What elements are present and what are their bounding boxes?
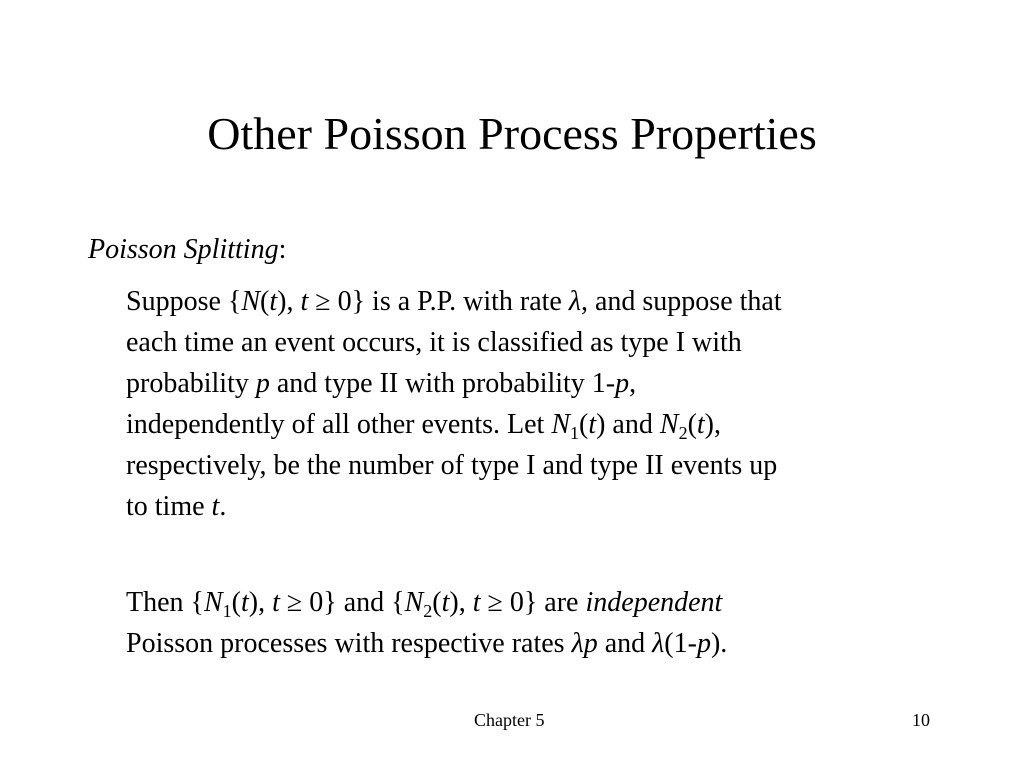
text-run: ), <box>277 286 301 317</box>
text-line <box>126 582 946 623</box>
text-line <box>126 445 946 486</box>
text-run: independently of all other events. Let <box>126 409 552 440</box>
text-line <box>126 404 946 445</box>
text-run: ≥ 0} and { <box>279 587 405 618</box>
text-run: and type II with probability 1- <box>269 368 616 399</box>
text-line <box>126 363 946 404</box>
text-run: . <box>219 491 227 522</box>
text-run: ), <box>704 409 721 440</box>
math-variable: p <box>615 368 630 399</box>
math-variable: N <box>404 587 424 618</box>
math-variable: λp <box>571 628 598 659</box>
math-variable: N <box>203 587 223 618</box>
subscript: 1 <box>570 423 579 443</box>
text-line <box>126 486 946 527</box>
footer-page-number: 10 <box>912 710 930 730</box>
math-variable: t <box>696 409 705 440</box>
text-run: (1- <box>664 628 697 659</box>
math-variable: t <box>588 409 597 440</box>
math-variable: λ <box>652 628 665 659</box>
text-run: ( <box>687 409 697 440</box>
subscript: 2 <box>678 423 688 443</box>
text-run: ). <box>710 628 728 659</box>
text-line <box>126 623 946 664</box>
text-run: respectively, be the number of type I and type II events up <box>126 450 778 481</box>
text-line <box>126 322 946 363</box>
math-variable: N <box>659 409 679 440</box>
text-run: ≥ 0} is a P.P. with rate <box>308 286 569 317</box>
text-run: ≥ 0} are <box>480 587 586 618</box>
text-run: each time an event occurs, it is classified as type I with <box>126 327 742 358</box>
math-variable: t <box>269 286 278 317</box>
text-run: ), <box>248 587 273 618</box>
math-variable: t <box>272 587 280 618</box>
text-run: ), <box>449 587 473 618</box>
text-run: , and suppose that <box>580 286 782 317</box>
math-variable: t <box>472 587 481 618</box>
section-heading-colon: : <box>278 234 287 265</box>
math-variable: t <box>441 587 450 618</box>
text-run: ( <box>231 587 241 618</box>
slide-title: Other Poisson Process Properties <box>207 108 817 159</box>
math-variable: t <box>241 587 249 618</box>
text-run: to time <box>126 491 212 522</box>
math-variable: p <box>255 368 270 399</box>
subscript: 1 <box>222 601 232 621</box>
subscript: 2 <box>423 601 433 621</box>
text-run: and <box>597 628 653 659</box>
text-line <box>126 281 946 322</box>
math-variable: t <box>211 491 220 522</box>
paragraph-splitting-definition <box>126 281 946 527</box>
text-run: probability <box>126 368 256 399</box>
text-run: ( <box>432 587 442 618</box>
text-run: ) and <box>596 409 660 440</box>
math-variable: N <box>241 286 261 317</box>
math-variable: t <box>300 286 309 317</box>
section-heading <box>88 230 286 270</box>
section-heading-text: Poisson Splitting <box>88 234 279 265</box>
math-variable: λ <box>568 286 581 317</box>
text-run: Poisson processes with respective rates <box>126 628 572 659</box>
math-variable: N <box>551 409 570 440</box>
paragraph-splitting-result <box>126 582 946 664</box>
text-run: Suppose { <box>126 286 242 317</box>
text-run: ( <box>260 286 270 317</box>
text-run: Then { <box>126 587 204 618</box>
text-run: ( <box>579 409 589 440</box>
math-variable: independent <box>585 587 723 618</box>
math-variable: p <box>696 628 711 659</box>
text-run: , <box>629 368 637 399</box>
footer-chapter: Chapter 5 <box>474 710 545 730</box>
